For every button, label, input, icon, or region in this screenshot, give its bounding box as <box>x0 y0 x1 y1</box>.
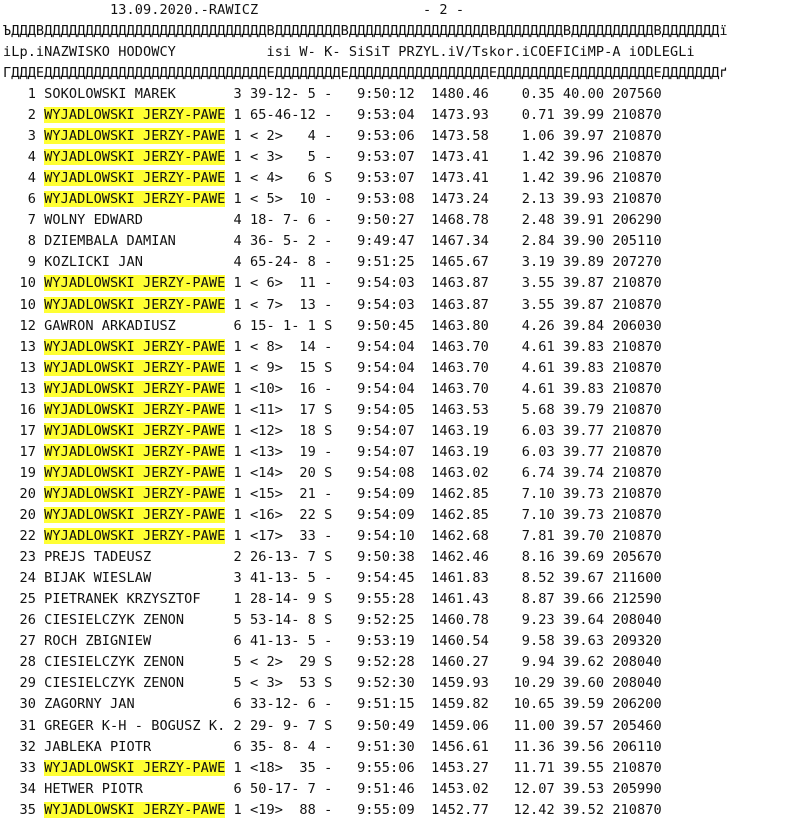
row-breeder-name: CIESIELCZYK ZENON <box>44 675 226 692</box>
table-row <box>3 547 662 568</box>
row-breeder-name: WYJADLOWSKI JERZY-PAWE <box>44 380 226 397</box>
row-lp: 22 <box>3 528 36 545</box>
row-lp: 12 <box>3 317 36 334</box>
row-results: 2 26-13- 7 S 9:50:38 1462.46 8.16 39.69 205670 <box>225 549 662 566</box>
row-results: 1 < 8> 14 - 9:54:04 1463.70 4.61 39.83 210870 <box>225 338 662 355</box>
row-breeder-name: WYJADLOWSKI JERZY-PAWE <box>44 359 226 376</box>
row-lp: 34 <box>3 780 36 797</box>
row-breeder-name: WYJADLOWSKI JERZY-PAWE <box>44 464 226 481</box>
row-lp: 3 <box>3 128 36 145</box>
row-results: 6 33-12- 6 - 9:51:15 1459.82 10.65 39.59 206200 <box>225 696 662 713</box>
row-lp: 26 <box>3 612 36 629</box>
table-row <box>3 779 662 800</box>
row-lp: 10 <box>3 296 36 313</box>
row-lp: 30 <box>3 696 36 713</box>
row-lp: 31 <box>3 717 36 734</box>
row-lp: 9 <box>3 254 36 271</box>
table-row <box>3 589 662 610</box>
row-breeder-name: WYJADLOWSKI JERZY-PAWE <box>44 191 226 208</box>
row-lp: 17 <box>3 443 36 460</box>
table-row <box>3 358 662 379</box>
table-row <box>3 463 662 484</box>
row-breeder-name: WYJADLOWSKI JERZY-PAWE <box>44 296 226 313</box>
table-row <box>3 652 662 673</box>
table-row <box>3 673 662 694</box>
row-results: 4 65-24- 8 - 9:51:25 1465.67 3.19 39.89 207270 <box>225 254 662 271</box>
row-breeder-name: WYJADLOWSKI JERZY-PAWE <box>44 401 226 418</box>
column-headers: іLp.іNAZWISKO HODOWCY isi W- K- SiSiT PRZYL.iV/Tskor.iCOEFICiMP-A iODLEGLі <box>3 44 695 60</box>
row-results: 2 29- 9- 7 S 9:50:49 1459.06 11.00 39.57 205460 <box>225 717 662 734</box>
row-lp: 16 <box>3 401 36 418</box>
row-breeder-name: GREGER K-H - BOGUSZ K. <box>44 717 226 734</box>
row-breeder-name: WYJADLOWSKI JERZY-PAWE <box>44 170 226 187</box>
row-lp: 19 <box>3 464 36 481</box>
row-results: 4 18- 7- 6 - 9:50:27 1468.78 2.48 39.91 206290 <box>225 212 662 229</box>
table-row <box>3 631 662 652</box>
row-results: 1 <13> 19 - 9:54:07 1463.19 6.03 39.77 210870 <box>225 443 662 460</box>
row-lp: 8 <box>3 233 36 250</box>
row-lp: 20 <box>3 485 36 502</box>
row-results: 5 < 2> 29 S 9:52:28 1460.27 9.94 39.62 208040 <box>225 654 662 671</box>
table-row <box>3 758 662 779</box>
row-breeder-name: WYJADLOWSKI JERZY-PAWE <box>44 759 226 776</box>
row-breeder-name: ZAGORNY JAN <box>44 696 226 713</box>
table-row <box>3 505 662 526</box>
row-results: 6 50-17- 7 - 9:51:46 1453.02 12.07 39.53 205990 <box>225 780 662 797</box>
table-row <box>3 189 662 210</box>
row-lp: 33 <box>3 759 36 776</box>
row-breeder-name: WYJADLOWSKI JERZY-PAWE <box>44 149 226 166</box>
row-lp: 20 <box>3 507 36 523</box>
row-results: 5 53-14- 8 S 9:52:25 1460.78 9.23 39.64 208040 <box>225 612 662 629</box>
row-results: 1 <15> 21 - 9:54:09 1462.85 7.10 39.73 210870 <box>225 485 662 502</box>
row-results: 1 <18> 35 - 9:55:06 1453.27 11.71 39.55 210870 <box>225 759 662 776</box>
table-row <box>3 273 662 294</box>
row-breeder-name: WYJADLOWSKI JERZY-PAWE <box>44 128 226 145</box>
row-lp: 7 <box>3 212 36 229</box>
row-lp: 24 <box>3 570 36 587</box>
table-row <box>3 484 662 505</box>
row-results: 1 <11> 17 S 9:54:05 1463.53 5.68 39.79 210870 <box>225 401 662 418</box>
row-results: 6 35- 8- 4 - 9:51:30 1456.61 11.36 39.56 206110 <box>225 738 662 755</box>
row-results: 3 41-13- 5 - 9:54:45 1461.83 8.52 39.67 211600 <box>225 570 662 587</box>
row-results: 5 < 3> 53 S 9:52:30 1459.93 10.29 39.60 208040 <box>225 675 662 692</box>
row-breeder-name: PIETRANEK KRZYSZTOF <box>44 591 226 608</box>
row-breeder-name: WYJADLOWSKI JERZY-PAWE <box>44 507 226 523</box>
row-lp: 25 <box>3 591 36 608</box>
row-breeder-name: WYJADLOWSKI JERZY-PAWE <box>44 801 226 818</box>
table-rule-top: ЪДДДВДДДДДДДДДДДДДДДДДДДДДДДДДДДВДДДДДДДДВДДДДДДДДДДДДДДДДДВДДДДДДДДВДДДДДДДДДДВДДДДДДДї <box>3 23 728 39</box>
row-results: 4 36- 5- 2 - 9:49:47 1467.34 2.84 39.90 205110 <box>225 233 662 250</box>
row-lp: 17 <box>3 422 36 439</box>
row-breeder-name: WYJADLOWSKI JERZY-PAWE <box>44 422 226 439</box>
row-breeder-name: WYJADLOWSKI JERZY-PAWE <box>44 107 226 124</box>
table-row <box>3 694 662 715</box>
row-lp: 32 <box>3 738 36 755</box>
row-breeder-name: BIJAK WIESLAW <box>44 570 226 587</box>
row-lp: 13 <box>3 380 36 397</box>
row-lp: 10 <box>3 275 36 292</box>
row-results: 1 < 5> 10 - 9:53:08 1473.24 2.13 39.93 210870 <box>225 191 662 208</box>
row-lp: 27 <box>3 633 36 650</box>
row-breeder-name: JABLEKA PIOTR <box>44 738 226 755</box>
table-row <box>3 316 662 337</box>
row-breeder-name: WYJADLOWSKI JERZY-PAWE <box>44 485 226 502</box>
row-lp: 6 <box>3 191 36 208</box>
table-row <box>3 379 662 400</box>
table-row <box>3 84 662 105</box>
row-results: 1 < 4> 6 S 9:53:07 1473.41 1.42 39.96 210870 <box>225 170 662 187</box>
row-breeder-name: WYJADLOWSKI JERZY-PAWE <box>44 528 226 545</box>
row-lp: 1 <box>3 86 36 102</box>
row-breeder-name: WYJADLOWSKI JERZY-PAWE <box>44 443 226 460</box>
table-row <box>3 147 662 168</box>
row-results: 1 <19> 88 - 9:55:09 1452.77 12.42 39.52 210870 <box>225 801 662 818</box>
row-breeder-name: HETWER PIOTR <box>44 780 226 797</box>
row-breeder-name: DZIEMBALA DAMIAN <box>44 233 226 250</box>
table-rule-bottom: ГДДДЕДДДДДДДДДДДДДДДДДДДДДДДДДДДЕДДДДДДДДЕДДДДДДДДДДДДДДДДДЕДДДДДДДДЕДДДДДДДДДДЕДДДДДДДґ <box>3 65 728 81</box>
row-results: 1 < 6> 11 - 9:54:03 1463.87 3.55 39.87 210870 <box>225 275 662 292</box>
row-lp: 2 <box>3 107 36 124</box>
row-breeder-name: PREJS TADEUSZ <box>44 549 226 566</box>
row-lp: 29 <box>3 675 36 692</box>
row-lp: 23 <box>3 549 36 566</box>
table-row <box>3 126 662 147</box>
row-breeder-name: GAWRON ARKADIUSZ <box>44 317 226 334</box>
row-lp: 4 <box>3 149 36 166</box>
row-lp: 13 <box>3 338 36 355</box>
row-results: 6 41-13- 5 - 9:53:19 1460.54 9.58 39.63 209320 <box>225 633 662 650</box>
page-title-line: 13.09.2020.-RAWICZ - 2 - <box>3 2 465 18</box>
row-lp: 4 <box>3 170 36 187</box>
row-breeder-name: WYJADLOWSKI JERZY-PAWE <box>44 338 226 355</box>
table-row <box>3 568 662 589</box>
row-results: 6 15- 1- 1 S 9:50:45 1463.80 4.26 39.84 206030 <box>225 317 662 334</box>
row-lp: 28 <box>3 654 36 671</box>
row-results: 1 <17> 33 - 9:54:10 1462.68 7.81 39.70 210870 <box>225 528 662 545</box>
table-row <box>3 231 662 252</box>
row-breeder-name: CIESIELCZYK ZENON <box>44 612 226 629</box>
row-results: 1 < 9> 15 S 9:54:04 1463.70 4.61 39.83 210870 <box>225 359 662 376</box>
table-row <box>3 337 662 358</box>
row-breeder-name: SOKOLOWSKI MAREK <box>44 86 226 102</box>
row-results: 1 28-14- 9 S 9:55:28 1461.43 8.87 39.66 212590 <box>225 591 662 608</box>
table-row <box>3 210 662 231</box>
row-lp: 35 <box>3 801 36 818</box>
row-results: 1 <10> 16 - 9:54:04 1463.70 4.61 39.83 210870 <box>225 380 662 397</box>
row-breeder-name: WOLNY EDWARD <box>44 212 226 229</box>
row-breeder-name: KOZLICKI JAN <box>44 254 226 271</box>
table-row <box>3 526 662 547</box>
table-row <box>3 421 662 442</box>
table-row <box>3 168 662 189</box>
row-results: 1 65-46-12 - 9:53:04 1473.93 0.71 39.99 210870 <box>225 107 662 124</box>
table-row <box>3 800 662 821</box>
row-results: 3 39-12- 5 - 9:50:12 1480.46 0.35 40.00 207560 <box>225 86 662 102</box>
table-row <box>3 295 662 316</box>
row-results: 1 <12> 18 S 9:54:07 1463.19 6.03 39.77 210870 <box>225 422 662 439</box>
table-row <box>3 737 662 758</box>
table-row <box>3 400 662 421</box>
row-results: 1 <16> 22 S 9:54:09 1462.85 7.10 39.73 210870 <box>225 507 662 523</box>
row-breeder-name: WYJADLOWSKI JERZY-PAWE <box>44 275 226 292</box>
row-lp: 13 <box>3 359 36 376</box>
table-row <box>3 252 662 273</box>
table-row <box>3 610 662 631</box>
row-breeder-name: ROCH ZBIGNIEW <box>44 633 226 650</box>
table-row <box>3 105 662 126</box>
row-results: 1 < 2> 4 - 9:53:06 1473.58 1.06 39.97 210870 <box>225 128 662 145</box>
row-results: 1 < 7> 13 - 9:54:03 1463.87 3.55 39.87 210870 <box>225 296 662 313</box>
row-results: 1 <14> 20 S 9:54:08 1463.02 6.74 39.74 210870 <box>225 464 662 481</box>
table-row <box>3 442 662 463</box>
row-results: 1 < 3> 5 - 9:53:07 1473.41 1.42 39.96 210870 <box>225 149 662 166</box>
table-row <box>3 716 662 737</box>
row-breeder-name: CIESIELCZYK ZENON <box>44 654 226 671</box>
